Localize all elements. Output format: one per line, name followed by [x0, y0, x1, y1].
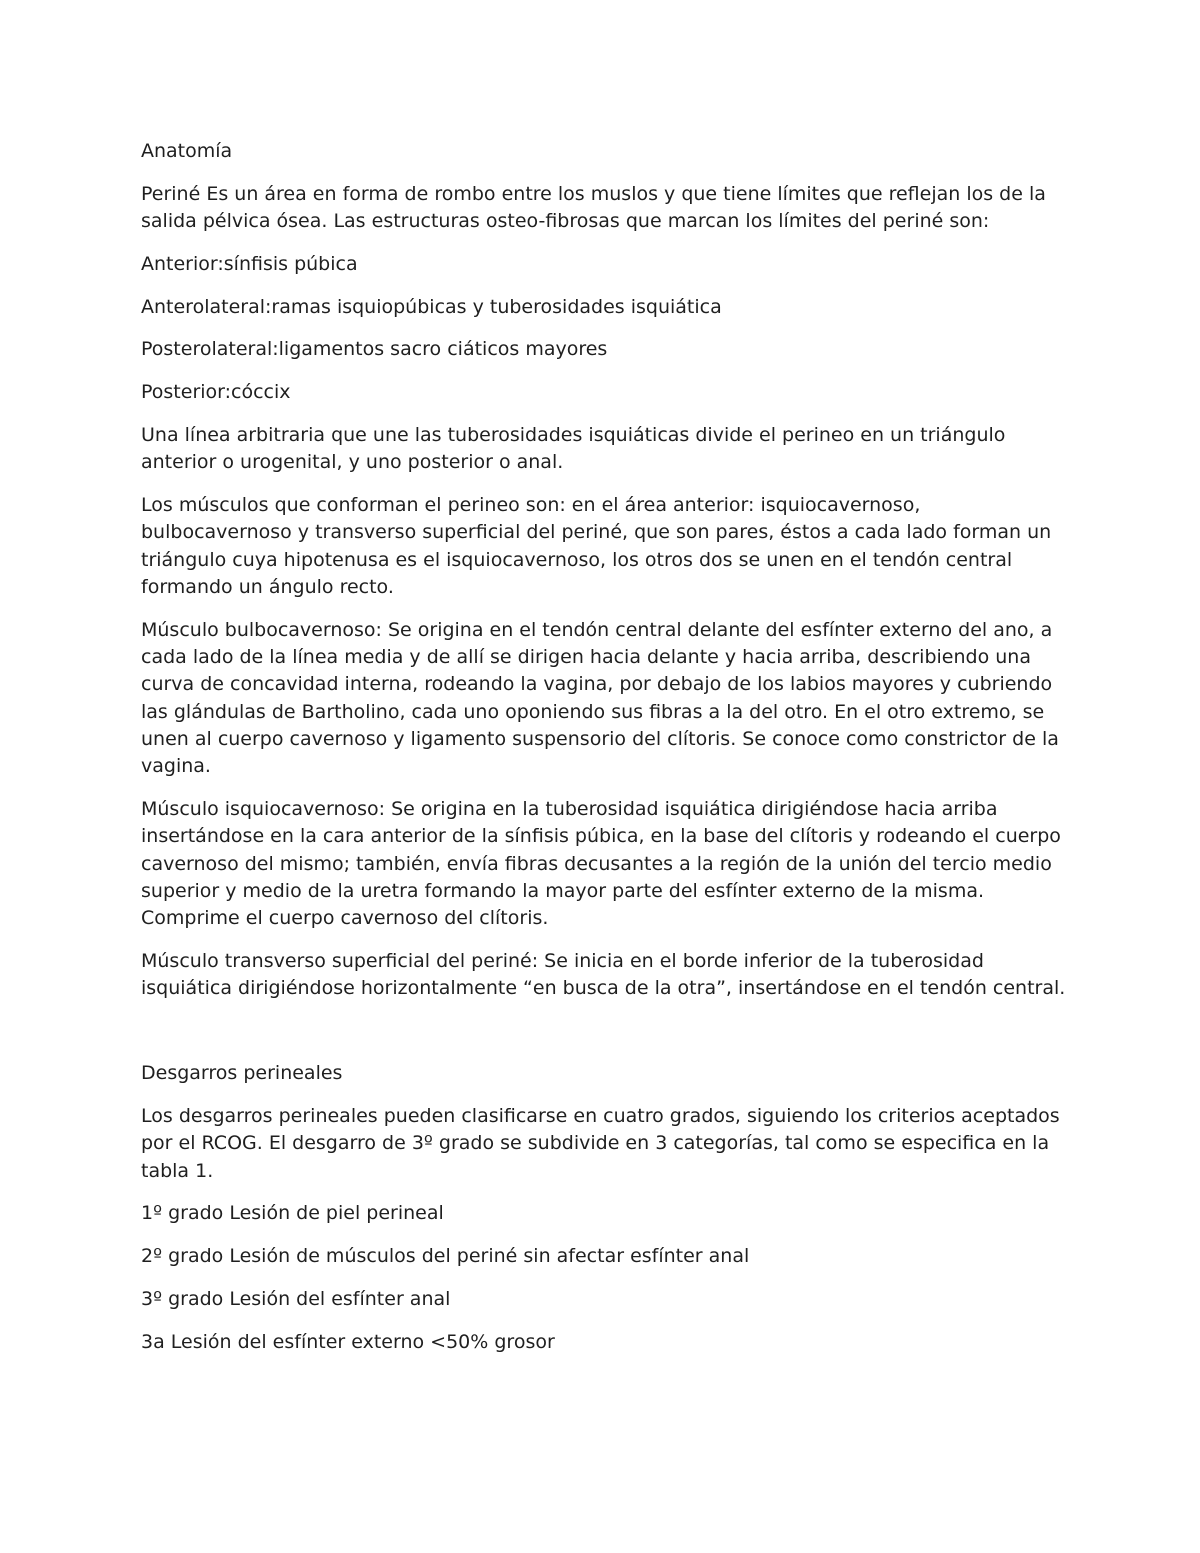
- section-heading-anatomy: Anatomía: [141, 140, 233, 162]
- paragraph-isquiocavernoso: Músculo isquiocavernoso: Se origina en la tuberosidad isquiática dirigiéndose hacia arriba insertándose en la cara anterior de la sínfisis púbica, en la base del clítoris y rodeando el cuerpo cavernoso del mismo; también, envía fibras decusantes a la región de la unión del tercio medio superior y medio de la uretra formando la mayor parte del esfínter externo de la misma. Comprime el cuerpo cavernoso del clítoris.: [141, 798, 1061, 930]
- paragraph-arbitrary-line: Una línea arbitraria que une las tuberosidades isquiáticas divide el perineo en un triángulo anterior o urogenital, y uno posterior o anal.: [141, 424, 1006, 474]
- paragraph-transverso: Músculo transverso superficial del periné: Se inicia en el borde inferior de la tuberosidad isquiática dirigiéndose horizontalmente “en busca de la otra”, insertándose en el tendón central.: [141, 950, 1066, 1000]
- document-body: [141, 138, 1066, 1372]
- paragraph-muscles-intro: Los músculos que conforman el perineo son: en el área anterior: isquiocavernoso, bulbocavernoso y transverso superficial del periné, que son pares, éstos a cada lado forman un triángulo cuya hipotenusa es el isquiocavernoso, los otros dos se unen en el tendón central formando un ángulo recto.: [141, 494, 1052, 599]
- paragraph-tears-intro: Los desgarros perineales pueden clasificarse en cuatro grados, siguiendo los criterios aceptados por el RCOG. El desgarro de 3º grado se subdivide en 3 categorías, tal como se especifica en la tabla 1.: [141, 1105, 1060, 1182]
- grade-3-item: 3º grado Lesión del esfínter anal: [141, 1288, 451, 1310]
- grade-2-item: 2º grado Lesión de músculos del periné sin afectar esfínter anal: [141, 1245, 750, 1268]
- paragraph-perine-intro: Periné Es un área en forma de rombo entre los muslos y que tiene límites que reflejan los de la salida pélvica ósea. Las estructuras osteo-fibrosas que marcan los límites del periné son:: [141, 182, 1046, 233]
- section-heading-tears: Desgarros perineales: [141, 1062, 343, 1085]
- limit-anterior: Anterior:sínfisis púbica: [141, 252, 358, 275]
- blank-line: [141, 1018, 1066, 1060]
- limit-posterolateral: Posterolateral:ligamentos sacro ciáticos mayores: [141, 338, 608, 361]
- grade-1-item: 1º grado Lesión de piel perineal: [141, 1202, 444, 1225]
- grade-3a-item: 3a Lesión del esfínter externo <50% grosor: [141, 1330, 555, 1353]
- paragraph-bulbocavernoso: Músculo bulbocavernoso: Se origina en el tendón central delante del esfínter externo del ano, a cada lado de la línea media y de allí se dirigen hacia delante y hacia arriba, describiendo una curva de concavidad interna, rodeando la vagina, por debajo de los labios mayores y cubriendo las glándulas de Bartholino, cada uno oponiendo sus fibras a la del otro. En el otro extremo, se unen al cuerpo cavernoso y ligamento suspensorio del clítoris. Se conoce como constrictor de la vagina.: [141, 618, 1059, 778]
- limit-anterolateral: Anterolateral:ramas isquiopúbicas y tuberosidades isquiática: [141, 295, 722, 318]
- limit-posterior: Posterior:cóccix: [141, 381, 291, 404]
